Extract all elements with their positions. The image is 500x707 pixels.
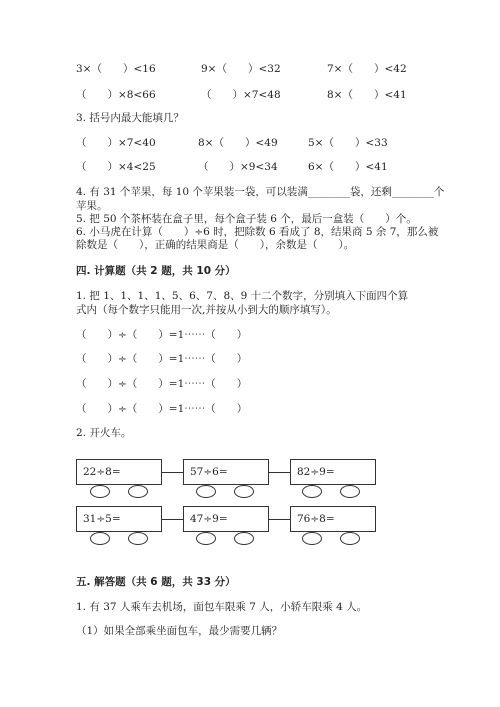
exercise-4: （ ）×8<66: [76, 89, 156, 101]
train-coupler: [269, 519, 290, 520]
train-car-label: 76÷8=: [297, 513, 335, 525]
wheel-icon: [340, 532, 360, 545]
wheel-icon: [196, 485, 216, 498]
calc-1-line-1: 1. 把 1、1、1、1、5、6、7、8、9 十二个数字，分别填入下面四个算: [76, 290, 409, 302]
exercise-1: 3×（ ）<16: [76, 63, 156, 75]
question-4-line-1: 4. 有 31 个苹果，每 10 个苹果装一袋，可以装满________袋，还剩________个: [76, 186, 445, 198]
train-car-label: 47÷9=: [190, 513, 228, 525]
question-6-line-1: 6. 小马虎在计算（ ）÷6 时，把除数 6 看成了 8，结果商 5 余 7，那么被: [76, 226, 439, 238]
wheel-icon: [234, 485, 254, 498]
exercise-6: 8×（ ）<41: [327, 89, 407, 101]
division-row: （ ）÷（ ）=1⋯⋯（ ）: [76, 378, 248, 390]
wheel-icon: [90, 485, 110, 498]
wheel-icon: [340, 485, 360, 498]
section-4-title: 四. 计算题（共 2 题，共 10 分）: [76, 265, 236, 277]
exercise-12: 6×（ ）<41: [308, 161, 388, 173]
train-car: [76, 506, 162, 532]
question-3-title: 3. 括号内最大能填几？: [76, 112, 184, 124]
train-car: [290, 459, 376, 485]
train-bottom: [76, 506, 376, 554]
exercise-11: （ ）×9<34: [198, 161, 278, 173]
wheel-icon: [90, 532, 110, 545]
wheel-icon: [196, 532, 216, 545]
train-coupler: [269, 472, 290, 473]
wheel-icon: [128, 485, 148, 498]
train-car-label: 57÷6=: [190, 466, 228, 478]
calc-1-line-2: 式内（每个数字只能用一次,并按从小到大的顺序填写）。: [76, 304, 337, 316]
division-row: （ ）÷（ ）=1⋯⋯（ ）: [76, 403, 248, 415]
train-coupler: [162, 519, 183, 520]
wheel-icon: [234, 532, 254, 545]
division-row: （ ）÷（ ）=1⋯⋯（ ）: [76, 353, 248, 365]
question-6-line-2: 除数是（ ），正确的结果商是（ ），余数是（ ）。: [76, 239, 355, 251]
question-4-line-2: 苹果。: [76, 200, 108, 212]
wheel-icon: [128, 532, 148, 545]
answer-1-part-1: （1）如果全部乘坐面包车，最少需要几辆？: [76, 625, 283, 637]
exercise-5: （ ）×7<48: [201, 89, 281, 101]
section-5-title: 五. 解答题（共 6 题，共 33 分）: [76, 576, 236, 588]
train-car: [183, 459, 269, 485]
exercise-3: 7×（ ）<42: [327, 63, 407, 75]
calc-2-title: 2. 开火车。: [76, 427, 132, 439]
train-top: [76, 459, 376, 507]
exercise-8: 8×（ ）<49: [198, 137, 278, 149]
train-car: [183, 506, 269, 532]
wheel-icon: [302, 485, 322, 498]
train-car-label: 31÷5=: [83, 513, 121, 525]
wheel-icon: [302, 532, 322, 545]
division-row: （ ）÷（ ）=1⋯⋯（ ）: [76, 329, 248, 341]
exercise-10: （ ）×4<25: [76, 161, 156, 173]
train-car-label: 22÷8=: [83, 466, 121, 478]
exercise-9: 5×（ ）<33: [308, 137, 388, 149]
exercise-2: 9×（ ）<32: [201, 63, 281, 75]
train-car: [76, 459, 162, 485]
train-car-label: 82÷9=: [297, 466, 335, 478]
train-car: [290, 506, 376, 532]
question-5: 5. 把 50 个茶杯装在盒子里，每个盒子装 6 个，最后一盒装（ ）个。: [76, 213, 417, 225]
answer-1: 1. 有 37 人乘车去机场，面包车限乘 7 人，小轿车限乘 4 人。: [76, 601, 368, 613]
train-coupler: [162, 472, 183, 473]
exercise-7: （ ）×7<40: [76, 137, 156, 149]
